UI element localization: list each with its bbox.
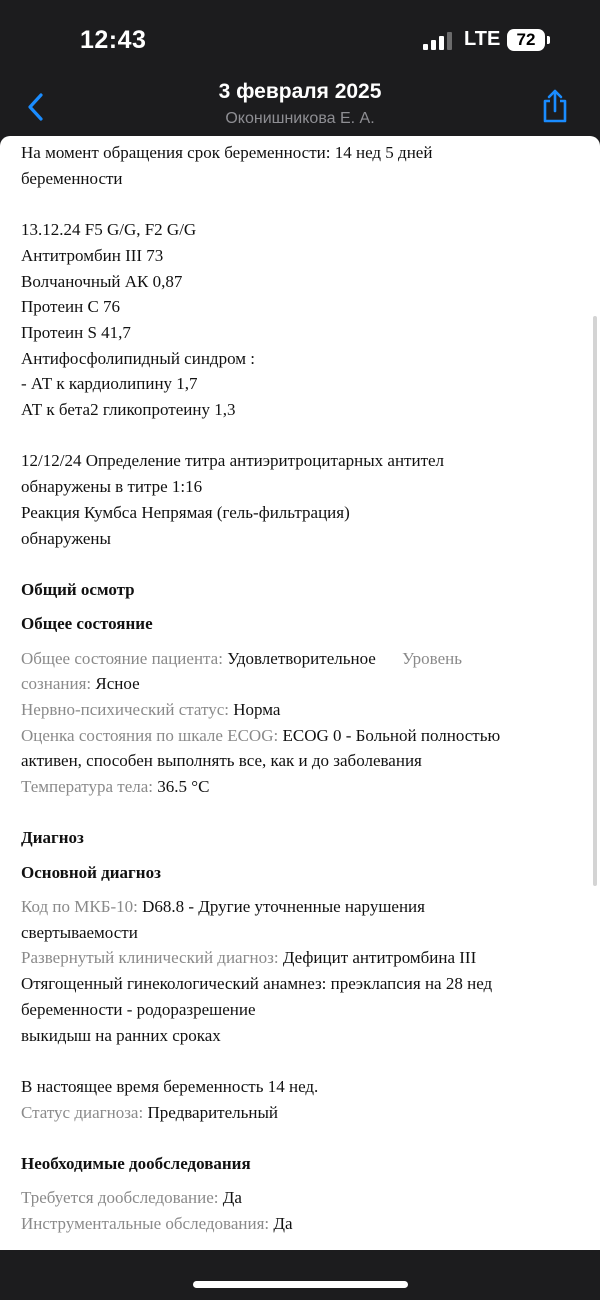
field-clinical-diagnosis (21, 945, 571, 971)
antibody-line: Реакция Кумбса Непрямая (гель-фильтрация) (21, 502, 350, 522)
network-type: LTE (464, 28, 501, 50)
antibody-line: обнаружены (21, 528, 111, 548)
antibody-line: обнаружены в титре 1:16 (21, 477, 203, 497)
field-label: сознания: (21, 674, 92, 694)
lab-line: 13.12.24 F5 G/G, F2 G/G (21, 220, 197, 240)
history-line: беременности - родоразрешение (21, 999, 256, 1019)
navigation-bar (0, 80, 600, 136)
section-heading-exam: Общий осмотр (21, 579, 135, 599)
field-value: Ясное (95, 674, 140, 694)
field-label: Инструментальные обследования: (21, 1214, 270, 1233)
field-value: Предварительный (147, 1102, 278, 1122)
field-value: ECOG 0 - Больной полностью (282, 725, 501, 745)
subsection-heading-state: Общее состояние (21, 614, 153, 634)
field-ecog-cont: активен, способен выполнять все, как и до заболевания (21, 751, 422, 771)
field-label: Оценка состояния по шкале ECOG: (21, 725, 279, 745)
field-icd-cont: свертываемости (21, 922, 138, 942)
field-value: Да (273, 1214, 293, 1233)
field-value: Норма (233, 699, 281, 719)
subsection-heading-main-diagnosis: Основной диагноз (21, 862, 161, 882)
document-sheet[interactable] (0, 136, 600, 1250)
pregnancy-term-cont: беременности (21, 168, 123, 188)
field-label: Нервно-психический статус: (21, 699, 229, 719)
field-consciousness (21, 671, 571, 697)
field-icd (21, 894, 571, 920)
home-indicator[interactable] (193, 1281, 408, 1288)
status-bar (0, 0, 600, 80)
signal-icon (423, 32, 453, 50)
battery-tip (547, 36, 550, 44)
lab-line: Протеин S 41,7 (21, 322, 131, 342)
scrollbar[interactable] (593, 316, 597, 886)
bottom-bar (0, 1250, 600, 1300)
section-heading-further: Необходимые дообследования (21, 1154, 251, 1173)
field-temperature (21, 774, 571, 800)
pregnancy-term: На момент обращения срок беременности: 14 нед 5 дней (21, 143, 433, 162)
field-value: D68.8 - Другие уточненные нарушения (142, 897, 425, 916)
field-neuro-status (21, 697, 571, 723)
lab-line: Антифосфолипидный синдром : (21, 348, 255, 368)
lab-line: Волчаночный АК 0,87 (21, 271, 183, 291)
history-line: Отягощенный гинекологический анамнез: преэклапсия на 28 нед (21, 974, 493, 994)
field-label: Статус диагноза: (21, 1102, 144, 1122)
lab-line: - АТ к кардиолипину 1,7 (21, 374, 198, 394)
clock: 12:43 (80, 26, 147, 54)
section-heading-diagnosis: Диагноз (21, 828, 84, 848)
current-pregnancy: В настоящее время беременность 14 нед. (21, 1076, 319, 1096)
lab-line: Протеин C 76 (21, 297, 121, 317)
history-line: выкидыш на ранних сроках (21, 1025, 221, 1045)
antibody-line: 12/12/24 Определение титра антиэритроцитарных антител (21, 451, 445, 471)
page-title: 3 февраля 2025 (218, 80, 382, 103)
field-value: Дефицит антитромбина III (282, 948, 477, 968)
field-label: Требуется дообследование: (21, 1188, 219, 1208)
field-label: Уровень (402, 648, 462, 668)
battery-icon: 72 (507, 29, 545, 51)
field-label: Общее состояние пациента: (21, 648, 223, 668)
lab-line: АТ к бета2 гликопротеину 1,3 (21, 400, 236, 420)
page-subtitle: Оконишникова Е. А. (225, 110, 375, 127)
field-further-required (21, 1185, 571, 1211)
field-general-state (21, 646, 571, 672)
field-label: Развернутый клинический диагноз: (21, 948, 279, 968)
field-value: 36.5 °C (157, 777, 210, 797)
field-instrumental (21, 1211, 571, 1237)
lab-line: Антитромбин III 73 (21, 245, 164, 265)
field-diagnosis-status (21, 1100, 571, 1126)
share-button[interactable] (540, 88, 570, 124)
share-icon (540, 88, 570, 124)
field-value: Да (222, 1188, 242, 1208)
document-content (21, 140, 571, 1237)
field-value: Удовлетворительное (227, 648, 376, 668)
field-label: Код по МКБ-10: (21, 897, 138, 916)
field-label: Температура тела: (21, 777, 154, 797)
field-ecog (21, 723, 571, 749)
